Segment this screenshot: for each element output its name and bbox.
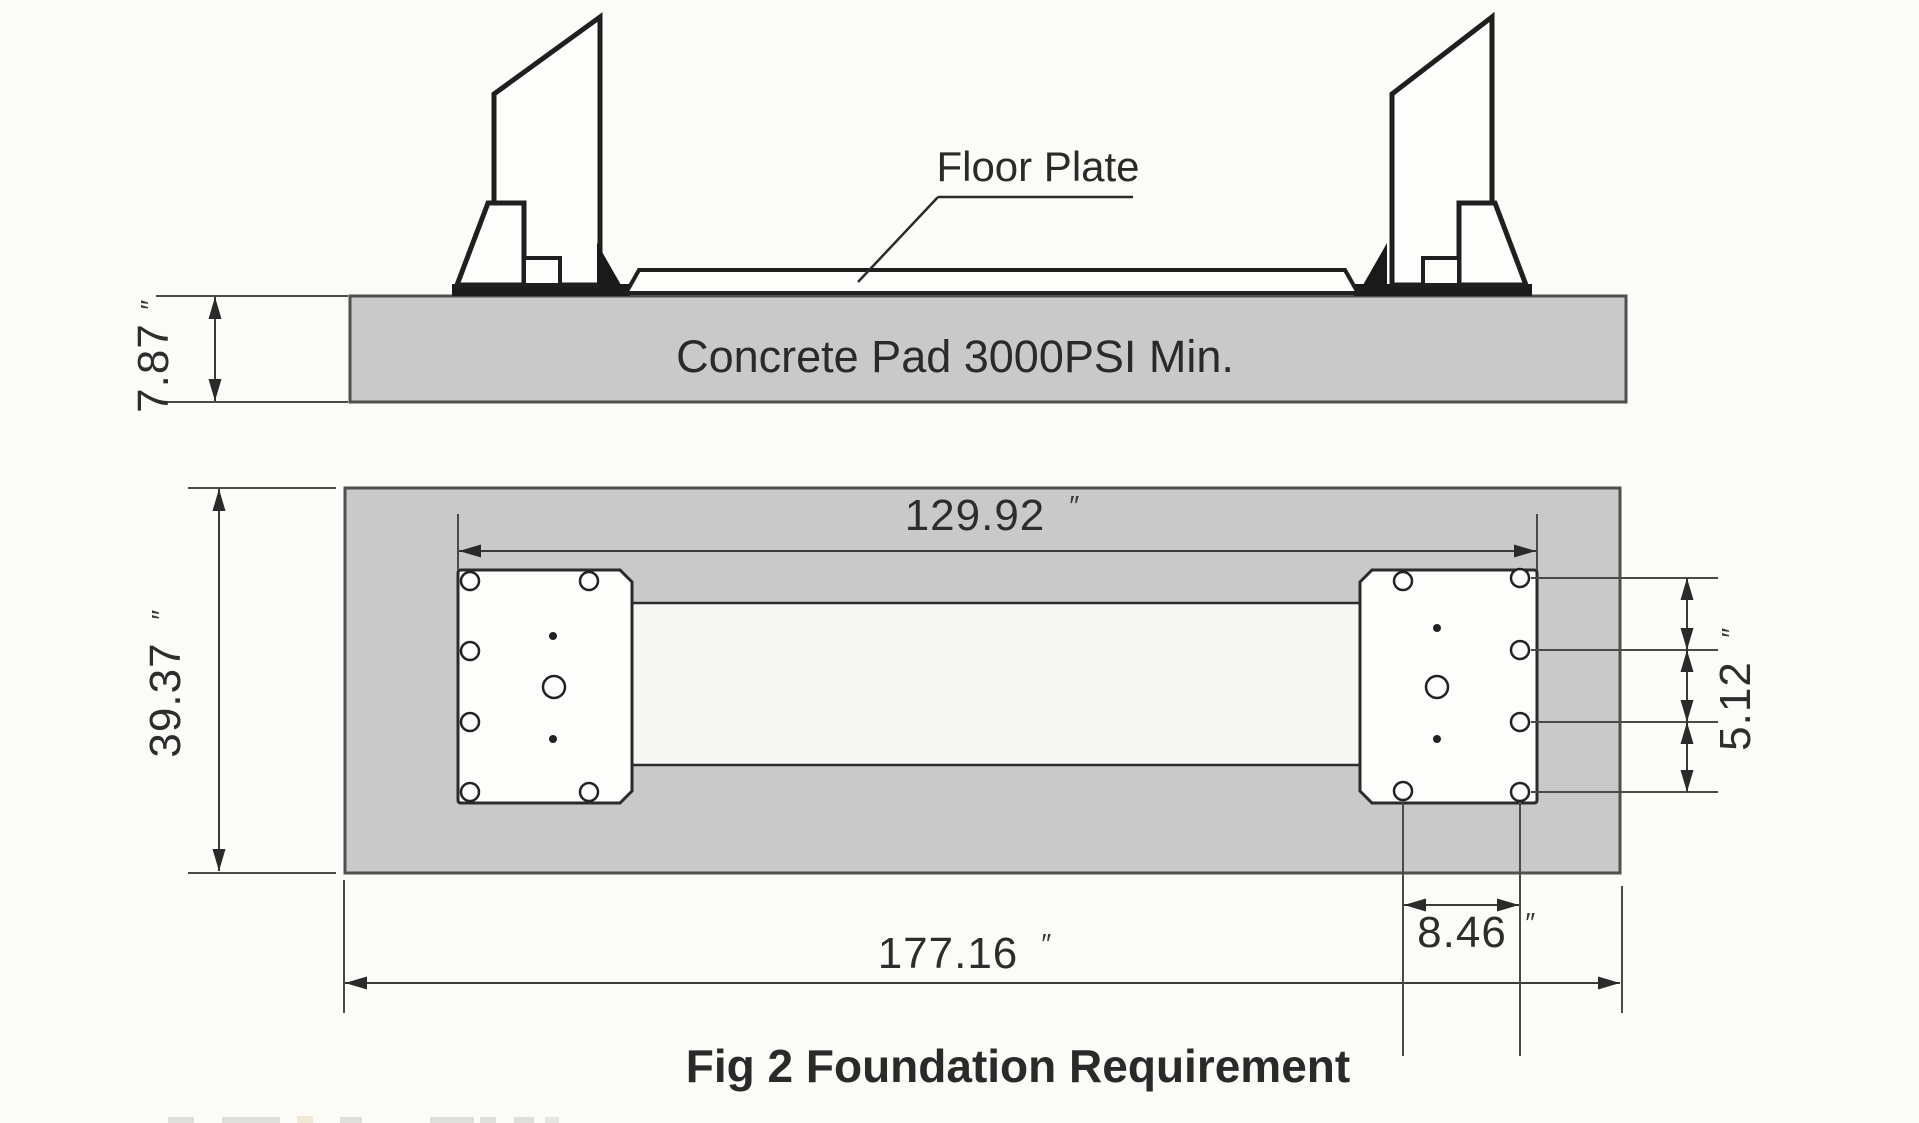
dimension-arrow-up [209,297,222,319]
dimension-arrow-left [345,977,367,990]
left-post-step-bracket [524,258,560,285]
dimension-arrow-up [1681,578,1694,600]
inch-mark: ″ [1524,907,1534,938]
right-post-gusset [1459,203,1526,285]
inch-mark: ″ [146,611,177,621]
dim-pad-width [141,488,336,873]
dim-pad-length-value: 177.16 [877,929,1019,978]
inch-mark: ″ [1068,490,1078,521]
dimension-arrow-right [1598,977,1620,990]
right-base-plate [1360,569,1537,803]
dim-pad-thickness-value: 7.87 [129,323,178,413]
left-post-foot [597,243,621,285]
right-post-foot [1363,243,1387,285]
figure-caption: Fig 2 Foundation Requirement [685,1040,1351,1092]
dim-anchor-spacing-length-value: 8.46 [1417,908,1507,957]
dim-pad-width-value: 39.37 [141,642,190,758]
right-plate-center-hole [1426,676,1448,698]
right-plate-pilot-dot [1433,624,1441,632]
plan-view [141,488,1760,1056]
inch-mark: ″ [1040,928,1050,959]
inch-mark: ″ [1716,629,1747,639]
right-plate-pilot-dot [1433,735,1441,743]
dimension-arrow-down [1681,700,1694,722]
floor-plate-plan-band [630,603,1362,765]
left-plate-pilot-dot [549,632,557,640]
dimension-arrow-up [213,489,226,511]
dimension-arrow-down [1681,770,1694,792]
cropped-text-remnant [168,1116,559,1123]
left-post-gusset [457,203,524,285]
dimension-arrow-down [1681,628,1694,650]
left-base-plate [458,570,632,803]
dim-column-span-value: 129.92 [904,491,1046,540]
dimension-arrow-down [213,849,226,871]
floor-plate-label: Floor Plate [936,143,1140,190]
floor-plate-shape [626,270,1358,293]
concrete-pad-label: Concrete Pad 3000PSI Min. [676,331,1234,382]
floor-plate-callout [858,143,1140,282]
elevation-view [129,17,1626,413]
left-plate-center-hole [543,676,565,698]
dim-anchor-spacing-width-value: 5.12 [1711,661,1760,751]
right-post-step-bracket [1423,258,1459,285]
dim-pad-thickness [129,296,348,413]
left-plate-pilot-dot [549,735,557,743]
dimension-arrow-up [1681,722,1694,744]
inch-mark: ″ [135,301,166,311]
dimension-arrow-up [1681,650,1694,672]
dimension-arrow-down [209,379,222,401]
